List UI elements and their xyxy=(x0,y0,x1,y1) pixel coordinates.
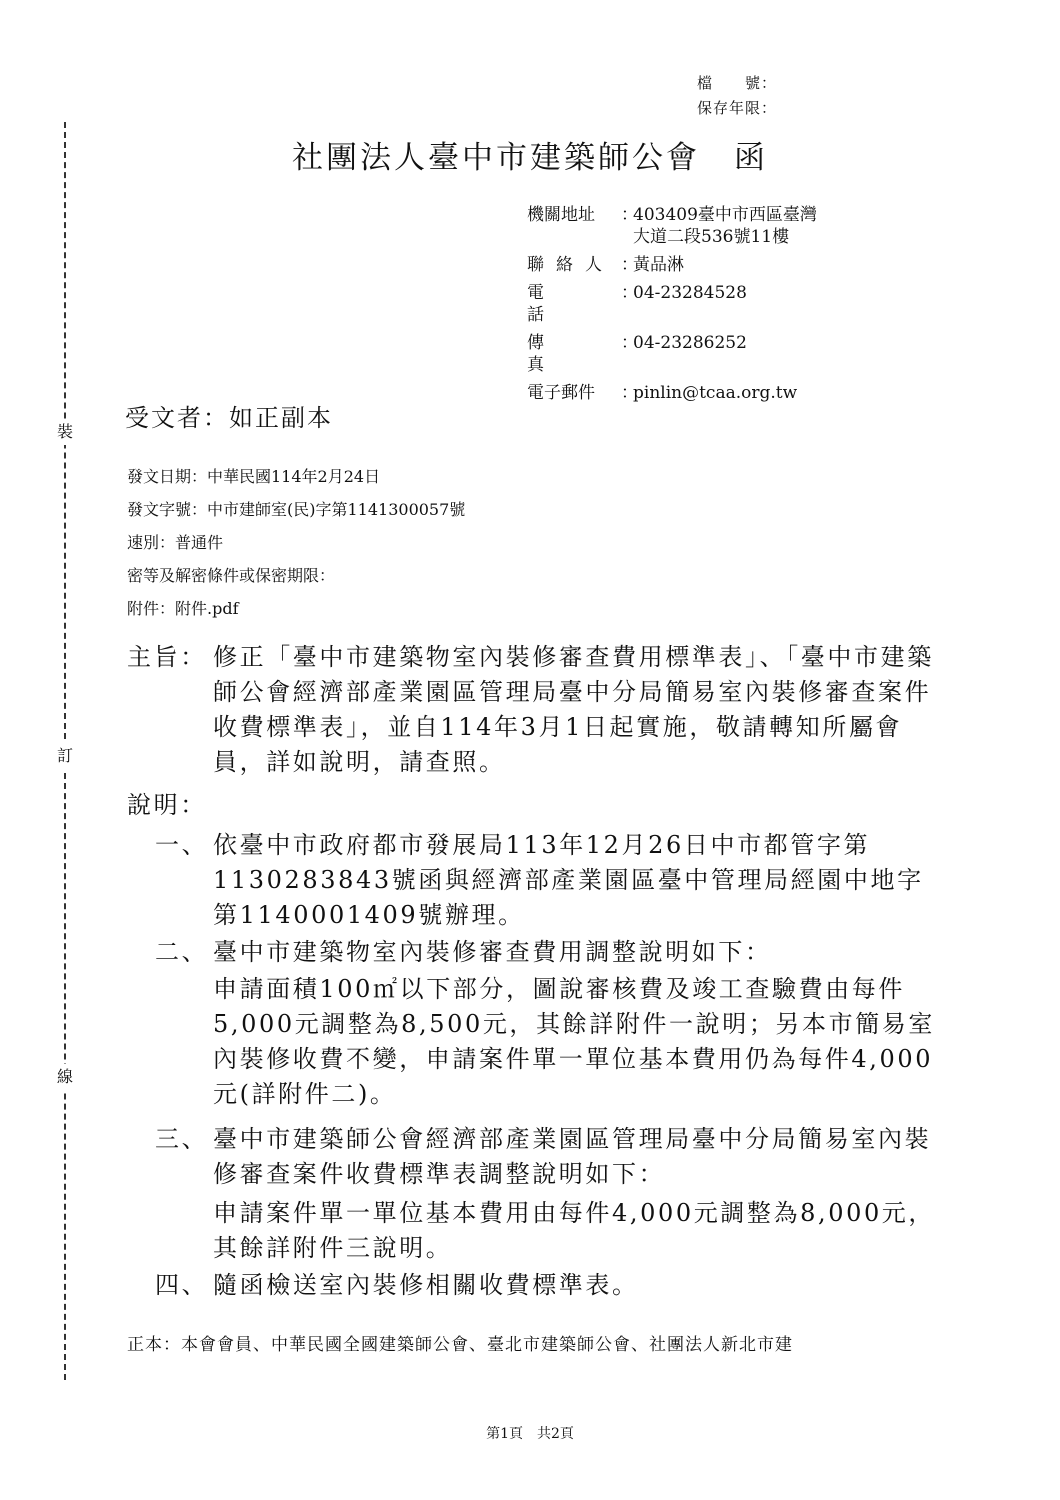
recipient-line: 受文者：如正副本 xyxy=(125,404,333,432)
file-number-label: 檔 號： xyxy=(697,74,778,92)
binding-mark-zhuang: 裝 xyxy=(55,419,75,445)
document-number: 發文字號：中市建師室(民)字第1141300057號 xyxy=(127,500,466,519)
explanation-item-2-detail: 申請面積100㎡以下部分，圖說審核費及竣工查驗費由每件5,000元調整為8,500元，其餘詳附件一說明；另本市簡易室內裝修收費不變，申請案件單一單位基本費用仍為每件4,000元(詳附件二)。 xyxy=(213,975,936,1108)
explanation-item-3: 臺中市建築師公會經濟部產業園區管理局臺中分局簡易室內裝修審查案件收費標準表調整說明如下： xyxy=(213,1125,932,1188)
contact-phone-row: 電話 ： 04-23284528 xyxy=(527,282,833,326)
explanation-label: 說明： xyxy=(127,791,207,819)
subject-label: 主旨： xyxy=(127,643,207,671)
contact-phone-value: 04-23284528 xyxy=(633,283,747,303)
contact-email-value: pinlin@tcaa.org.tw xyxy=(633,383,798,403)
contact-address-value: 403409臺中市西區臺灣大道二段536號11樓 xyxy=(633,205,817,247)
distribution-list: 正本：本會會員、中華民國全國建築師公會、臺北市建築師公會、社團法人新北市建 xyxy=(127,1335,793,1355)
contact-email-row: 電子郵件 ： pinlin@tcaa.org.tw xyxy=(527,382,833,404)
item-number: 四、 xyxy=(155,1271,209,1299)
retention-period-label: 保存年限： xyxy=(697,99,778,117)
document-title: 社團法人臺中市建築師公會 函 xyxy=(292,140,768,176)
binding-mark-ding: 訂 xyxy=(55,743,75,769)
issue-date: 發文日期：中華民國114年2月24日 xyxy=(127,467,381,486)
explanation-item-1: 依臺中市政府都市發展局113年12月26日中市都管字第1130283843號函與經濟部產業園區臺中管理局經園中地字第1140001409號辦理。 xyxy=(213,831,924,929)
contact-label: 傳真 xyxy=(527,333,602,375)
contact-label: 電話 xyxy=(527,283,602,325)
item-number: 三、 xyxy=(155,1125,209,1153)
contact-fax-value: 04-23286252 xyxy=(633,333,747,353)
delivery-speed: 速別：普通件 xyxy=(127,533,224,552)
contact-address-row: 機關地址 ： 403409臺中市西區臺灣大道二段536號11樓 xyxy=(527,204,833,248)
contact-label: 電子郵件 xyxy=(527,383,595,403)
contact-label: 機關地址 xyxy=(527,205,595,225)
contact-fax-row: 傳真 ： 04-23286252 xyxy=(527,332,833,376)
contact-person-value: 黃品淋 xyxy=(633,255,684,275)
explanation-item-3-detail: 申請案件單一單位基本費用由每件4,000元調整為8,000元，其餘詳附件三說明。 xyxy=(213,1199,936,1262)
attachment-line: 附件：附件.pdf xyxy=(127,599,239,618)
explanation-item-4: 隨函檢送室內裝修相關收費標準表。 xyxy=(213,1271,639,1299)
page-number: 第1頁 共2頁 xyxy=(486,1426,574,1442)
document-meta xyxy=(127,460,465,625)
subject-text: 修正「臺中市建築物室內裝修審查費用標準表」、「臺中市建築師公會經濟部產業園區管理局臺中分局簡易室內裝修審查案件收費標準表」，並自114年3月1日起實施，敬請轉知所屬會員，詳如說明，請查照。 xyxy=(213,643,934,776)
contact-person-row: 聯絡人 ： 黃品淋 xyxy=(527,254,833,276)
binding-mark-xian: 線 xyxy=(55,1064,75,1090)
contact-block xyxy=(527,204,833,410)
secrecy-level: 密等及解密條件或保密期限： xyxy=(127,566,336,585)
item-number: 二、 xyxy=(155,938,209,966)
item-number: 一、 xyxy=(155,831,209,859)
contact-label: 聯絡人 xyxy=(527,255,614,275)
explanation-item-2: 臺中市建築物室內裝修審查費用調整說明如下： xyxy=(213,938,772,966)
